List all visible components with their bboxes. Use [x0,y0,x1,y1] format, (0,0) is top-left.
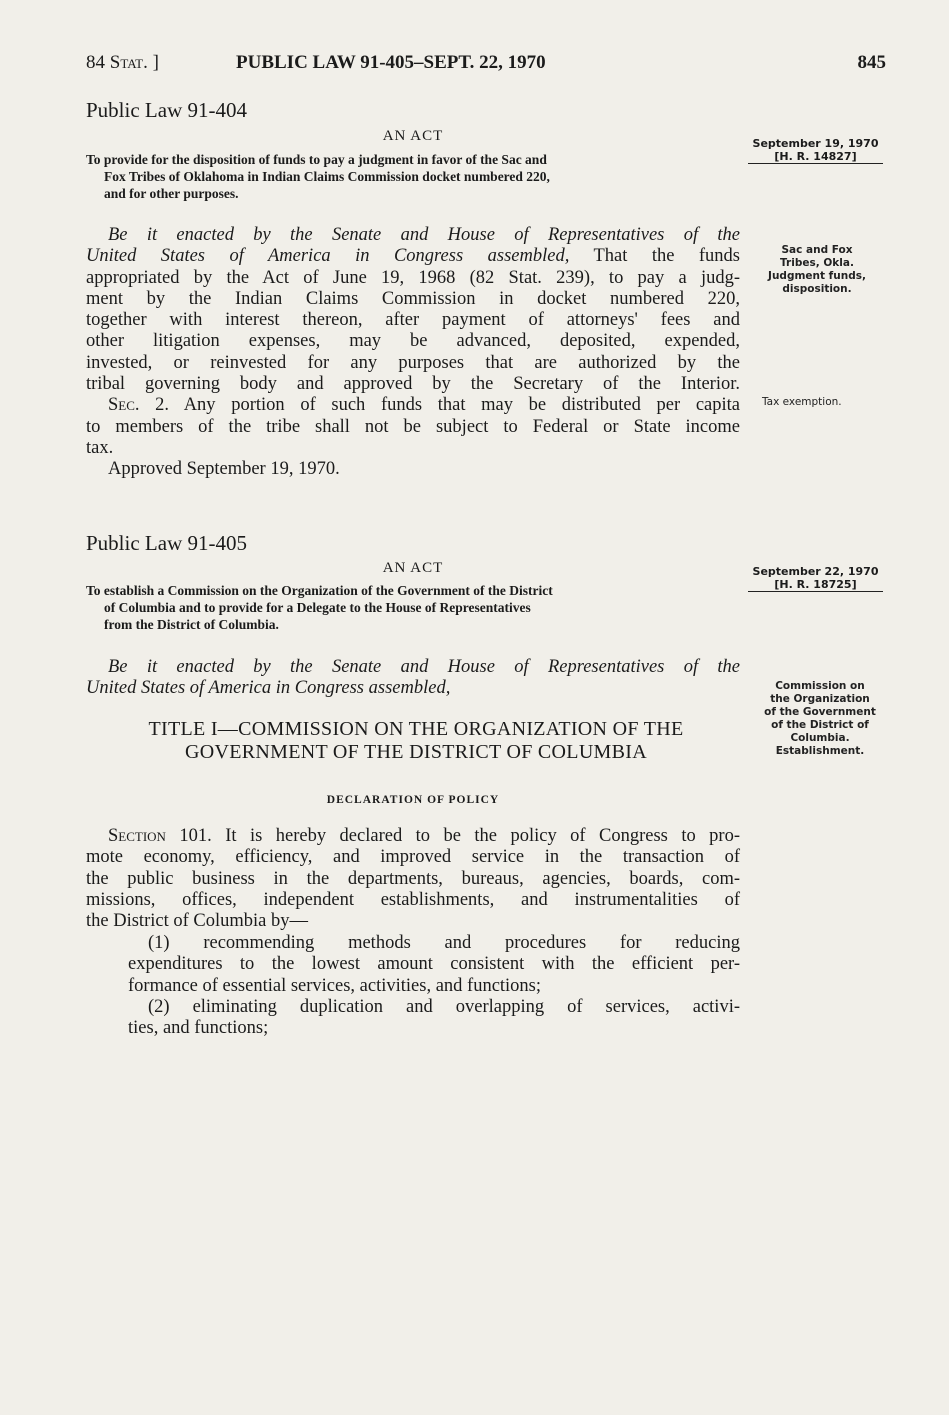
sec101-label: Section 101. [108,826,212,846]
title-heading-line: TITLE I—COMMISSION ON THE ORGANIZATION OF THE [148,718,684,740]
law2-purpose-line: of Columbia and to provide for a Delegate to the House of Representatives [104,600,531,615]
law2-margin-note [755,680,885,758]
law2-purpose [86,582,740,633]
law1-enacting-line-2 [86,246,740,267]
law1-approved: Approved September 19, 1970. [108,459,340,480]
law1-purpose-line: Fox Tribes of Oklahoma in Indian Claims Commission docket numbered 220, [104,169,550,184]
sec101-line: the District of Columbia by— [86,911,308,932]
header-title: PUBLIC LAW 91-405–SEPT. 22, 1970 [236,52,546,73]
law2-title-heading [86,718,746,764]
law1-date-note [748,137,883,164]
margin-note-line: Sac and Fox [781,244,853,256]
margin-note-line: of the District of [771,719,869,731]
law2-title: Public Law 91-405 [86,531,247,555]
sec101-item-2 [86,997,740,1040]
sec101-line: the public business in the departments, bureaus, agencies, boards, com- [86,868,740,889]
margin-note-line: of the Government [764,706,876,718]
margin-note-line: Commission on [775,680,865,692]
law1-purpose-line: To provide for the disposition of funds to pay a judgment in favor of the Sac and [86,152,547,167]
law1-enacting-italic: United States of America in Congress assembled, [86,246,570,267]
law2-enacting [86,657,740,700]
law1-body-line: tribal governing body and approved by the Secretary of the Interior. [86,374,740,395]
margin-note-line: the Organization [770,693,870,705]
law2-enacting-line: United States of America in Congress assembled, [86,678,451,699]
margin-note-line: disposition. [782,283,852,295]
law1-body-line: ment by the Indian Claims Commission in docket numbered 220, [86,288,740,309]
law1-sec2-line [86,395,740,416]
law2-date: September 22, 1970 [752,565,879,578]
law2-an-act: AN ACT [382,560,444,576]
title-heading-line: GOVERNMENT OF THE DISTRICT OF COLUMBIA [185,741,647,763]
section-101 [86,826,740,932]
law1-bill-number: [H. R. 14827] [748,150,883,164]
item-line: formance of essential services, activities, and functions; [128,975,542,996]
item-line: (1) recommending methods and procedures for reducing [148,933,740,953]
law2-date-note [748,565,883,592]
law1-body-line: invested, or reinvested for any purposes that are authorized by the [86,352,740,373]
law2-purpose-line: To establish a Commission on the Organization of the Government of the District [86,583,553,598]
header-stat-reference: 84 Stat. ] [86,52,159,73]
sec101-line: missions, offices, independent establishments, and instrumentalities of [86,889,740,910]
law1-an-act: AN ACT [382,128,444,144]
law1-body-line: other litigation expenses, may be advanced, deposited, expended, [86,331,740,352]
law1-body-line: together with interest thereon, after payment of attorneys' fees and [86,310,740,331]
sec101-line: mote economy, efficiency, and improved service in the transaction of [86,847,740,868]
sec101-first-line [86,826,740,847]
law1-title: Public Law 91-404 [86,98,247,122]
law1-enacting-line: Be it enacted by the Senate and House of Representatives of the [108,225,740,245]
margin-note-line: Columbia. [790,732,850,744]
law1-purpose-line: and for other purposes. [104,186,239,201]
law2-enacting-line: Be it enacted by the Senate and House of Representatives of the [108,657,740,677]
sec101-item-1 [86,933,740,997]
sec101-text: It is hereby declared to be the policy of Congress to pro- [211,826,740,846]
margin-note-line: Establishment. [775,745,865,757]
law1-body-line: tax. [86,437,114,458]
law1-date: September 19, 1970 [752,137,879,150]
law1-body-line: to members of the tribe shall not be subject to Federal or State income [86,416,740,437]
law1-sec1-start: That the funds [569,246,741,267]
law1-purpose [86,151,740,202]
item-line: (2) eliminating duplication and overlapping of services, activi- [148,997,740,1017]
law1-body [86,225,740,481]
margin-note-line: Judgment funds, [768,270,866,282]
law1-margin-note [752,244,882,296]
declaration-heading: DECLARATION OF POLICY [326,794,500,806]
margin-note-line: Tribes, Okla. [780,257,854,269]
law1-sec2-label: Sec. 2. [108,395,170,416]
law1-sec2-text: Any portion of such funds that may be distributed per capita [169,395,740,416]
law1-body-line: appropriated by the Act of June 19, 1968 (82 Stat. 239), to pay a judg- [86,267,740,288]
law1-margin-tax: Tax exemption. [762,396,842,408]
running-header [86,52,886,80]
item-line: expenditures to the lowest amount consistent with the efficient per- [128,954,740,975]
item-line: ties, and functions; [128,1018,269,1039]
header-page-number: 845 [857,52,886,73]
law2-purpose-line: from the District of Columbia. [104,617,279,632]
law2-bill-number: [H. R. 18725] [748,578,883,592]
